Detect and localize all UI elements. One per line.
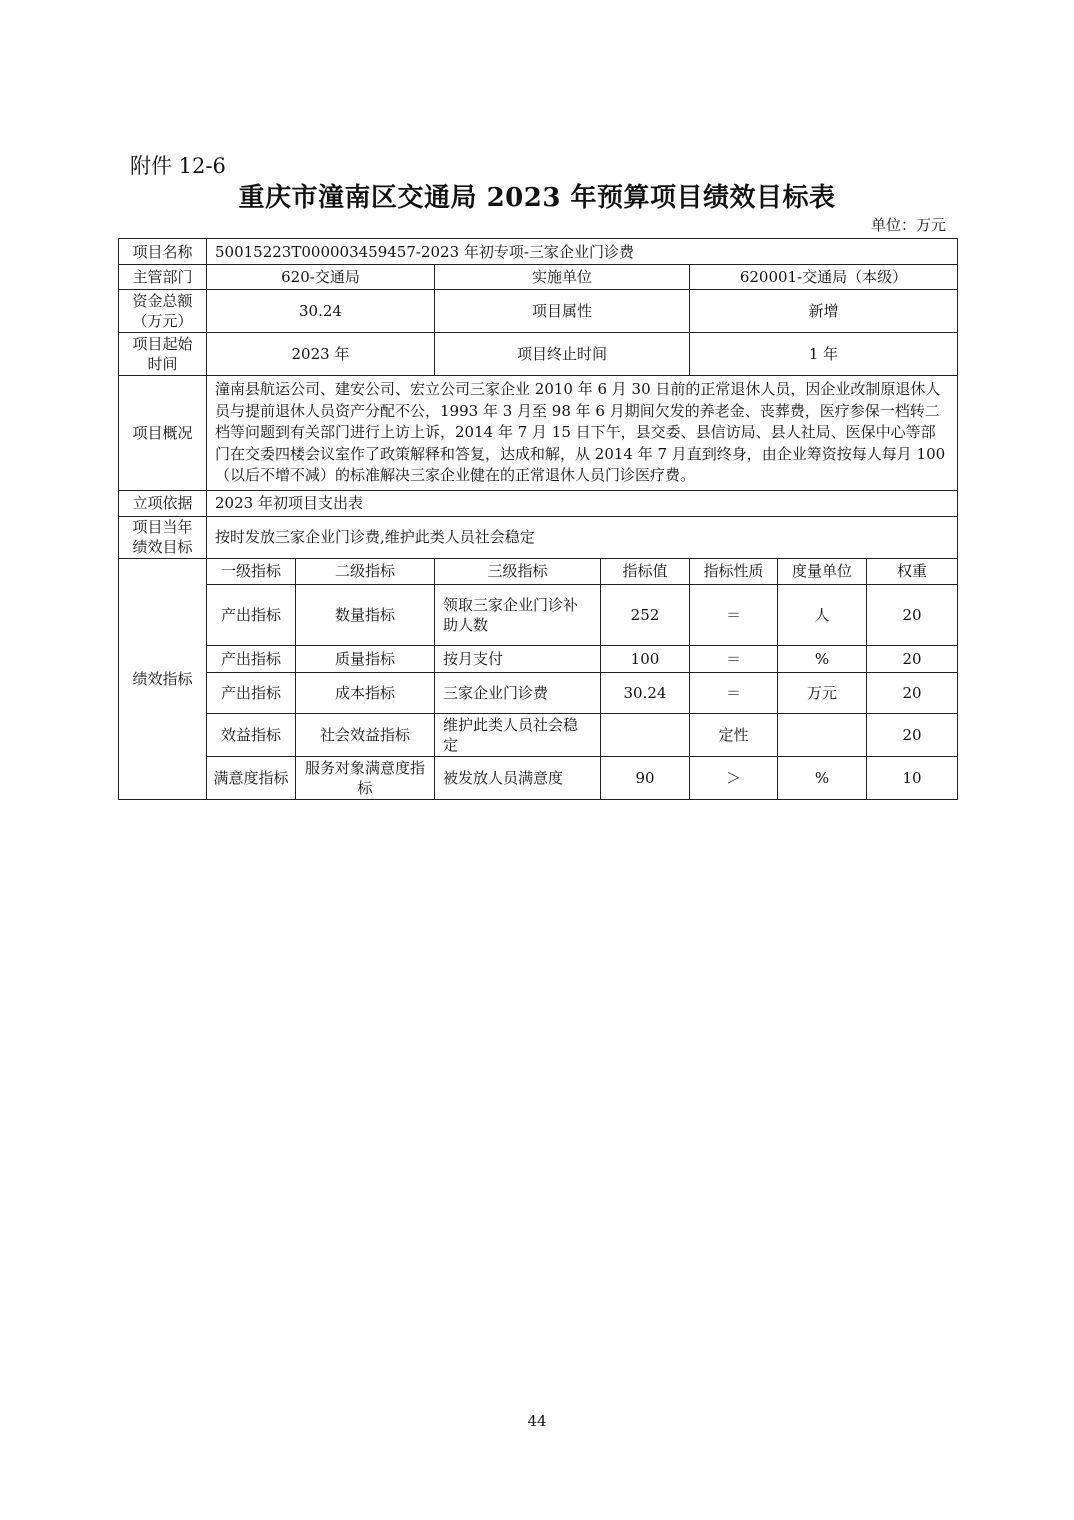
indicator-nature: ＝ <box>690 672 778 713</box>
project-attr-value: 新增 <box>690 290 958 333</box>
indicator-level2: 数量指标 <box>296 584 435 645</box>
summary-label: 项目概况 <box>119 376 207 491</box>
indicator-unit: 人 <box>778 584 867 645</box>
indicator-unit <box>778 713 867 756</box>
indicator-row <box>119 584 958 645</box>
header-level1: 一级指标 <box>207 558 296 584</box>
indicator-weight: 10 <box>867 756 958 799</box>
unit-label: 单位：万元 <box>870 216 946 234</box>
page-title: 重庆市潼南区交通局 2023 年预算项目绩效目标表 <box>238 183 836 213</box>
indicator-level3: 维护此类人员社会稳定 <box>435 713 601 756</box>
header-level3: 三级指标 <box>435 558 601 584</box>
indicator-level1: 产出指标 <box>207 584 296 645</box>
indicator-unit: % <box>778 756 867 799</box>
basis-label: 立项依据 <box>119 490 207 516</box>
indicator-level3: 领取三家企业门诊补助人数 <box>435 584 601 645</box>
header-value: 指标值 <box>601 558 690 584</box>
indicator-unit: 万元 <box>778 672 867 713</box>
indicator-nature: ＞ <box>690 756 778 799</box>
indicator-weight: 20 <box>867 645 958 672</box>
indicator-nature: 定性 <box>690 713 778 756</box>
annual-goal-value: 按时发放三家企业门诊费,维护此类人员社会稳定 <box>207 516 958 558</box>
attachment-number: 附件 12-6 <box>130 154 226 178</box>
project-name-label: 项目名称 <box>119 239 207 265</box>
indicator-level3: 三家企业门诊费 <box>435 672 601 713</box>
indicator-level1: 产出指标 <box>207 645 296 672</box>
header-nature: 指标性质 <box>690 558 778 584</box>
indicator-level1: 产出指标 <box>207 672 296 713</box>
performance-target-table <box>118 238 958 800</box>
dept-label: 主管部门 <box>119 265 207 290</box>
indicator-level1: 效益指标 <box>207 713 296 756</box>
impl-unit-label: 实施单位 <box>435 265 690 290</box>
dept-value: 620-交通局 <box>207 265 435 290</box>
indicator-value: 252 <box>601 584 690 645</box>
indicator-unit: % <box>778 645 867 672</box>
fund-total-label: 资金总额（万元） <box>119 290 207 333</box>
indicator-row <box>119 672 958 713</box>
indicator-header-row <box>119 558 958 584</box>
indicator-nature: ＝ <box>690 584 778 645</box>
basis-value: 2023 年初项目支出表 <box>207 490 958 516</box>
header-level2: 二级指标 <box>296 558 435 584</box>
project-attr-label: 项目属性 <box>435 290 690 333</box>
summary-value: 潼南县航运公司、建安公司、宏立公司三家企业 2010 年 6 月 30 日前的正常退休人员，因企业改制原退休人员与提前退休人员资产分配不公，1993 年 3 月至 98 年 6 月期间欠发的养老金、丧葬费，医疗参保一档转二档等问题到有关部门进行上访上诉，2014 年 7 月 15 日下午，县交委、县信访局、县人社局、医保中心等部门在交委四楼会议室作了政策解释和答复，达成和解，从 2014 年 7 月直到终身，由企业筹资按每人每月 100（以后不增不减）的标准解决三家企业健在的正常退休人员门诊医疗费。 <box>207 376 958 491</box>
project-name-value: 50015223T000003459457-2023 年初专项-三家企业门诊费 <box>207 239 958 265</box>
indicator-level2: 社会效益指标 <box>296 713 435 756</box>
indicator-level2: 成本指标 <box>296 672 435 713</box>
header-unit: 度量单位 <box>778 558 867 584</box>
end-time-value: 1 年 <box>690 333 958 376</box>
start-time-value: 2023 年 <box>207 333 435 376</box>
indicator-level3: 按月支付 <box>435 645 601 672</box>
indicator-level1: 满意度指标 <box>207 756 296 799</box>
header-weight: 权重 <box>867 558 958 584</box>
indicator-level2: 服务对象满意度指标 <box>296 756 435 799</box>
indicator-section-label: 绩效指标 <box>119 558 207 799</box>
fund-total-value: 30.24 <box>207 290 435 333</box>
indicator-row <box>119 756 958 799</box>
indicator-nature: ＝ <box>690 645 778 672</box>
indicator-level2: 质量指标 <box>296 645 435 672</box>
indicator-value: 30.24 <box>601 672 690 713</box>
indicator-weight: 20 <box>867 584 958 645</box>
indicator-level3: 被发放人员满意度 <box>435 756 601 799</box>
indicator-value: 100 <box>601 645 690 672</box>
start-time-label: 项目起始时间 <box>119 333 207 376</box>
indicator-row <box>119 713 958 756</box>
indicator-row <box>119 645 958 672</box>
indicator-weight: 20 <box>867 713 958 756</box>
impl-unit-value: 620001-交通局（本级） <box>690 265 958 290</box>
page-number: 44 <box>527 1412 547 1430</box>
end-time-label: 项目终止时间 <box>435 333 690 376</box>
indicator-value <box>601 713 690 756</box>
indicator-weight: 20 <box>867 672 958 713</box>
indicator-value: 90 <box>601 756 690 799</box>
annual-goal-label: 项目当年绩效目标 <box>119 516 207 558</box>
